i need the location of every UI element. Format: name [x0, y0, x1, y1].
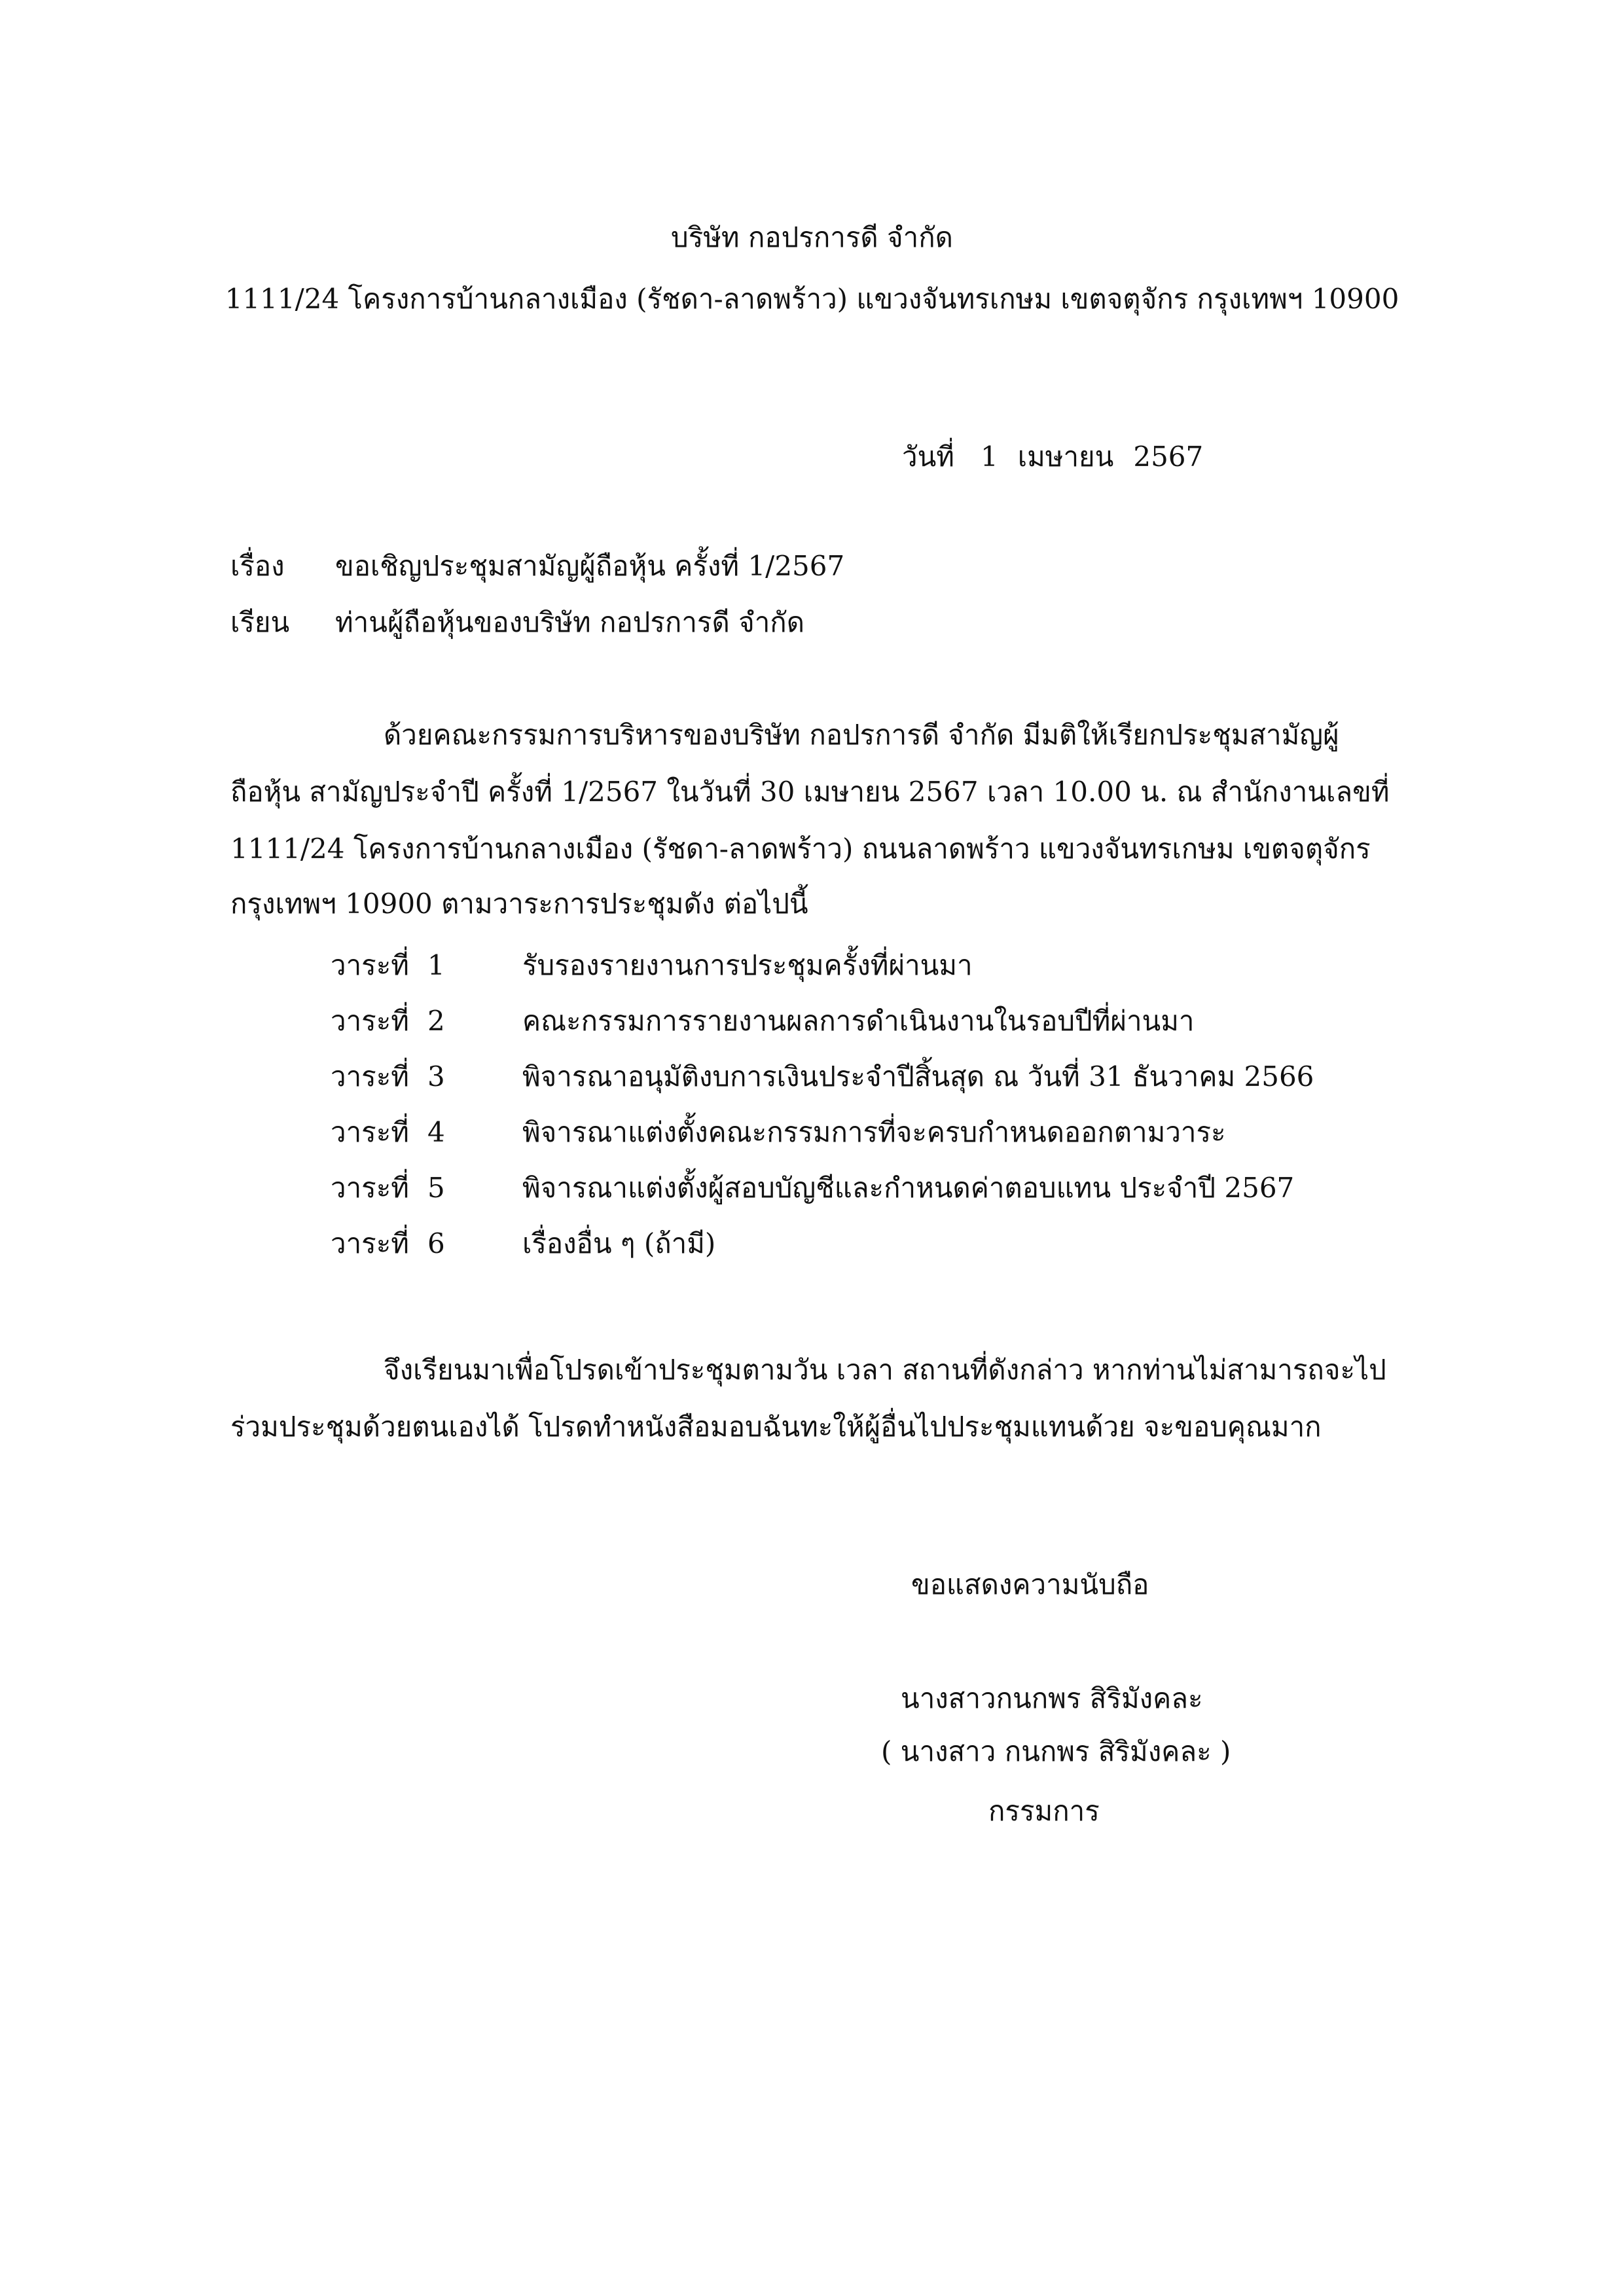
intro-line: ด้วยคณะกรรมการบริหารของบริษัท กอปรการดี จำกัด มีมติให้เรียกประชุมสามัญผู้ [384, 719, 1339, 751]
signer-name: นางสาวกนกพร สิริมังคละ [901, 1682, 1203, 1714]
request-line: ร่วมประชุมด้วยตนเองได้ โปรดทำหนังสือมอบฉันทะให้ผู้อื่นไปประชุมแทนด้วย จะขอบคุณมาก [230, 1411, 1322, 1443]
agenda-number: 3 [427, 1060, 445, 1093]
date-year: 2567 [1133, 441, 1204, 473]
intro-line: กรุงเทพฯ 10900 ตามวาระการประชุมดัง ต่อไปนี้ [230, 888, 808, 920]
letter-date [902, 441, 1203, 473]
agenda-number: 4 [427, 1116, 445, 1148]
intro-line: ถือหุ้น สามัญประจำปี ครั้งที่ 1/2567 ในวันที่ 30 เมษายน 2567 เวลา 10.00 น. ณ สำนักงานเลขที่ [230, 776, 1390, 808]
recipient-value: ท่านผู้ถือหุ้นของบริษัท กอปรการดี จำกัด [335, 606, 804, 638]
agenda-number: 5 [427, 1172, 445, 1204]
agenda-text: พิจารณาอนุมัติงบการเงินประจำปีสิ้นสุด ณ วันที่ 31 ธันวาคม 2566 [522, 1060, 1314, 1093]
agenda-item [331, 1005, 1443, 1044]
agenda-item [331, 1116, 1443, 1155]
agenda-text: พิจารณาแต่งตั้งผู้สอบบัญชีและกำหนดค่าตอบแทน ประจำปี 2567 [522, 1172, 1295, 1204]
closing-salutation: ขอแสดงความนับถือ [911, 1568, 1149, 1600]
request-line: จึงเรียนมาเพื่อโปรดเข้าประชุมตามวัน เวลา สถานที่ดังกล่าว หากท่านไม่สามารถจะไป [384, 1354, 1386, 1386]
subject-label: เรื่อง [230, 550, 285, 582]
company-address: 1111/24 โครงการบ้านกลางเมือง (รัชดา-ลาดพร้าว) แขวงจันทรเกษม เขตจตุจักร กรุงเทพฯ 10900 [225, 283, 1399, 315]
agenda-text: เรื่องอื่น ๆ (ถ้ามี) [522, 1227, 716, 1259]
agenda-text: คณะกรรมการรายงานผลการดำเนินงานในรอบปีที่ผ่านมา [522, 1005, 1195, 1037]
agenda-label: วาระที่ [331, 1060, 409, 1093]
date-label: วันที่ [902, 441, 954, 473]
agenda-item [331, 1060, 1443, 1100]
date-day: 1 [980, 441, 998, 473]
agenda-text: พิจารณาแต่งตั้งคณะกรรมการที่จะครบกำหนดออกตามวาระ [522, 1116, 1226, 1148]
subject-value: ขอเชิญประชุมสามัญผู้ถือหุ้น ครั้งที่ 1/2567 [335, 550, 845, 582]
agenda-number: 1 [427, 949, 445, 981]
intro-line: 1111/24 โครงการบ้านกลางเมือง (รัชดา-ลาดพร้าว) ถนนลาดพร้าว แขวงจันทรเกษม เขตจตุจักร [230, 833, 1371, 865]
agenda-number: 6 [427, 1227, 445, 1259]
agenda-number: 2 [427, 1005, 445, 1037]
recipient-label: เรียน [230, 606, 290, 638]
company-name: บริษัท กอปรการดี จำกัด [671, 221, 953, 253]
agenda-label: วาระที่ [331, 1005, 409, 1037]
agenda-item [331, 1227, 1443, 1267]
recipient-line [230, 606, 1409, 645]
subject-line [230, 550, 1409, 589]
agenda-text: รับรองรายงานการประชุมครั้งที่ผ่านมา [522, 949, 973, 981]
signer-title: กรรมการ [988, 1795, 1100, 1827]
agenda-label: วาระที่ [331, 1227, 409, 1259]
date-month: เมษายน [1017, 441, 1114, 473]
agenda-item [331, 949, 1443, 988]
agenda-item [331, 1172, 1443, 1211]
agenda-label: วาระที่ [331, 949, 409, 981]
agenda-label: วาระที่ [331, 1172, 409, 1204]
agenda-label: วาระที่ [331, 1116, 409, 1148]
signer-name-parenthesized: ( นางสาว กนกพร สิริมังคละ ) [881, 1735, 1231, 1767]
